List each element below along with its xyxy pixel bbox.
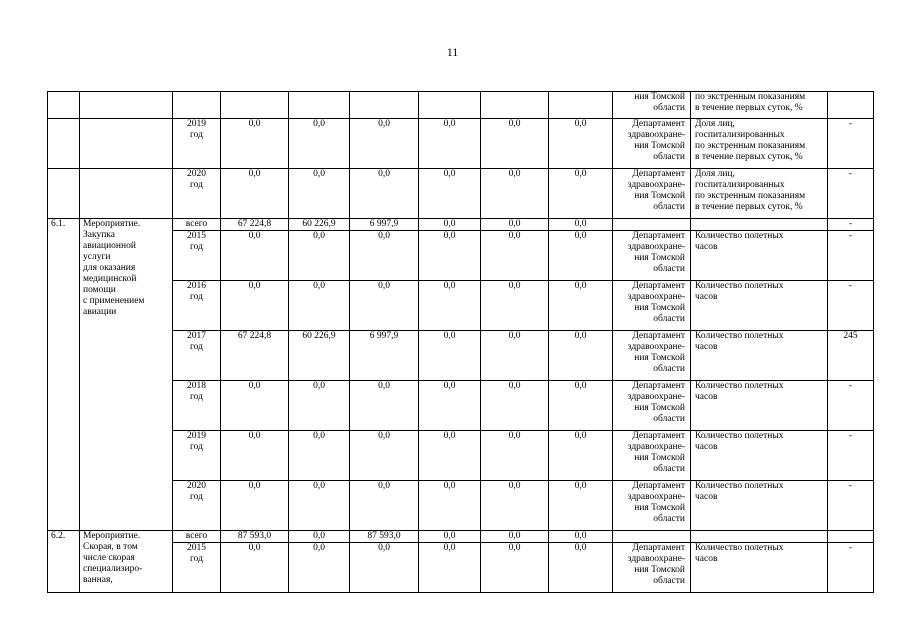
department-cell — [613, 531, 691, 543]
indicator-cell: Количество полетных часов — [691, 281, 828, 331]
indicator-value-cell — [828, 531, 874, 543]
item-number-cell — [48, 119, 80, 169]
amount-cell — [419, 92, 481, 119]
amount-cell: 6 997,9 — [350, 331, 419, 381]
indicator-cell: Количество полетных часов — [691, 431, 828, 481]
indicator-value-cell: - — [828, 281, 874, 331]
amount-cell: 0,0 — [350, 431, 419, 481]
amount-cell: 0,0 — [350, 231, 419, 281]
amount-cell: 0,0 — [549, 481, 613, 531]
item-number-cell: 6.1. — [48, 219, 80, 531]
amount-cell: 60 226,9 — [289, 331, 350, 381]
amount-cell: 0,0 — [350, 281, 419, 331]
amount-cell — [549, 92, 613, 119]
amount-cell — [289, 92, 350, 119]
department-cell: ния Томской области — [613, 92, 691, 119]
year-cell: 2020 год — [173, 169, 221, 219]
amount-cell: 0,0 — [419, 331, 481, 381]
item-name-cell — [80, 119, 173, 169]
amount-cell: 0,0 — [481, 281, 549, 331]
amount-cell — [350, 92, 419, 119]
amount-cell: 0,0 — [481, 231, 549, 281]
amount-cell: 0,0 — [350, 169, 419, 219]
amount-cell: 0,0 — [350, 119, 419, 169]
indicator-value-cell: - — [828, 231, 874, 281]
page-number: 11 — [446, 45, 459, 59]
amount-cell: 87 593,0 — [221, 531, 289, 543]
year-cell: 2017 год — [173, 331, 221, 381]
item-number-cell — [48, 92, 80, 119]
amount-cell: 0,0 — [221, 169, 289, 219]
amount-cell: 0,0 — [419, 119, 481, 169]
indicator-value-cell: - — [828, 219, 874, 231]
indicator-value-cell: - — [828, 119, 874, 169]
amount-cell: 0,0 — [289, 231, 350, 281]
amount-cell: 0,0 — [549, 381, 613, 431]
amount-cell: 0,0 — [549, 169, 613, 219]
indicator-value-cell — [828, 92, 874, 119]
amount-cell: 0,0 — [350, 481, 419, 531]
indicator-cell: Количество полетных часов — [691, 543, 828, 593]
amount-cell: 0,0 — [221, 481, 289, 531]
amount-cell: 0,0 — [481, 543, 549, 593]
department-cell: Департамент здравоохране- ния Томской области — [613, 481, 691, 531]
amount-cell: 60 226,9 — [289, 219, 350, 231]
amount-cell: 0,0 — [419, 381, 481, 431]
amount-cell: 0,0 — [419, 531, 481, 543]
amount-cell: 0,0 — [221, 381, 289, 431]
amount-cell: 0,0 — [549, 331, 613, 381]
amount-cell: 0,0 — [221, 543, 289, 593]
amount-cell: 67 224,8 — [221, 219, 289, 231]
amount-cell: 0,0 — [221, 119, 289, 169]
item-name-cell: Мероприятие. Скорая, в том числе скорая специализиро- ванная, — [80, 531, 173, 593]
amount-cell: 0,0 — [481, 119, 549, 169]
year-cell: 2015 год — [173, 231, 221, 281]
indicator-cell: Количество полетных часов — [691, 381, 828, 431]
amount-cell: 0,0 — [549, 219, 613, 231]
amount-cell: 0,0 — [549, 119, 613, 169]
indicator-value-cell: 245 — [828, 331, 874, 381]
department-cell: Департамент здравоохране- ния Томской области — [613, 381, 691, 431]
program-table — [47, 91, 874, 593]
year-cell — [173, 92, 221, 119]
amount-cell: 0,0 — [481, 481, 549, 531]
indicator-value-cell: - — [828, 381, 874, 431]
table-row — [48, 119, 874, 169]
item-name-cell — [80, 169, 173, 219]
year-cell: всего — [173, 219, 221, 231]
year-cell: 2018 год — [173, 381, 221, 431]
amount-cell — [481, 92, 549, 119]
department-cell — [613, 219, 691, 231]
amount-cell: 0,0 — [481, 331, 549, 381]
indicator-cell: Доля лиц, госпитализированных по экстренным показаниям в течение первых суток, % — [691, 119, 828, 169]
indicator-cell: Доля лиц, госпитализированных по экстренным показаниям в течение первых суток, % — [691, 169, 828, 219]
amount-cell: 0,0 — [549, 231, 613, 281]
amount-cell: 0,0 — [549, 543, 613, 593]
year-cell: 2019 год — [173, 119, 221, 169]
department-cell: Департамент здравоохране- ния Томской области — [613, 281, 691, 331]
amount-cell — [221, 92, 289, 119]
amount-cell: 0,0 — [350, 381, 419, 431]
year-cell: 2015 год — [173, 543, 221, 593]
indicator-cell: Количество полетных часов — [691, 481, 828, 531]
amount-cell: 67 224,8 — [221, 331, 289, 381]
amount-cell: 0,0 — [419, 231, 481, 281]
amount-cell: 0,0 — [289, 381, 350, 431]
amount-cell: 0,0 — [289, 543, 350, 593]
amount-cell: 0,0 — [419, 543, 481, 593]
amount-cell: 0,0 — [419, 219, 481, 231]
department-cell: Департамент здравоохране- ния Томской области — [613, 331, 691, 381]
indicator-value-cell: - — [828, 431, 874, 481]
year-cell: 2016 год — [173, 281, 221, 331]
indicator-cell — [691, 531, 828, 543]
amount-cell: 0,0 — [481, 219, 549, 231]
amount-cell: 0,0 — [549, 431, 613, 481]
amount-cell: 6 997,9 — [350, 219, 419, 231]
item-number-cell — [48, 169, 80, 219]
amount-cell: 0,0 — [289, 431, 350, 481]
item-number-cell: 6.2. — [48, 531, 80, 593]
amount-cell: 0,0 — [419, 481, 481, 531]
department-cell: Департамент здравоохране- ния Томской области — [613, 543, 691, 593]
indicator-cell: по экстренным показаниям в течение первых суток, % — [691, 92, 828, 119]
item-name-cell: Мероприятие. Закупка авиационной услуги для оказания медицинской помощи с применением авиации — [80, 219, 173, 531]
indicator-value-cell: - — [828, 169, 874, 219]
amount-cell: 0,0 — [419, 431, 481, 481]
amount-cell: 0,0 — [481, 381, 549, 431]
amount-cell: 0,0 — [549, 531, 613, 543]
amount-cell: 0,0 — [289, 119, 350, 169]
table-row — [48, 92, 874, 119]
table-row — [48, 531, 874, 543]
indicator-value-cell: - — [828, 543, 874, 593]
amount-cell: 0,0 — [289, 281, 350, 331]
table-row — [48, 219, 874, 231]
year-cell: всего — [173, 531, 221, 543]
year-cell: 2020 год — [173, 481, 221, 531]
year-cell: 2019 год — [173, 431, 221, 481]
amount-cell: 0,0 — [289, 169, 350, 219]
amount-cell: 0,0 — [419, 169, 481, 219]
amount-cell: 0,0 — [481, 431, 549, 481]
amount-cell: 87 593,0 — [350, 531, 419, 543]
item-name-cell — [80, 92, 173, 119]
amount-cell: 0,0 — [221, 281, 289, 331]
amount-cell: 0,0 — [221, 431, 289, 481]
department-cell: Департамент здравоохране- ния Томской области — [613, 119, 691, 169]
department-cell: Департамент здравоохране- ния Томской области — [613, 169, 691, 219]
indicator-value-cell: - — [828, 481, 874, 531]
amount-cell: 0,0 — [289, 531, 350, 543]
amount-cell: 0,0 — [549, 281, 613, 331]
amount-cell: 0,0 — [289, 481, 350, 531]
department-cell: Департамент здравоохране- ния Томской области — [613, 431, 691, 481]
indicator-cell: Количество полетных часов — [691, 331, 828, 381]
department-cell: Департамент здравоохране- ния Томской области — [613, 231, 691, 281]
indicator-cell: Количество полетных часов — [691, 231, 828, 281]
amount-cell: 0,0 — [481, 531, 549, 543]
amount-cell: 0,0 — [419, 281, 481, 331]
indicator-cell — [691, 219, 828, 231]
amount-cell: 0,0 — [221, 231, 289, 281]
amount-cell: 0,0 — [350, 543, 419, 593]
amount-cell: 0,0 — [481, 169, 549, 219]
table-row — [48, 169, 874, 219]
